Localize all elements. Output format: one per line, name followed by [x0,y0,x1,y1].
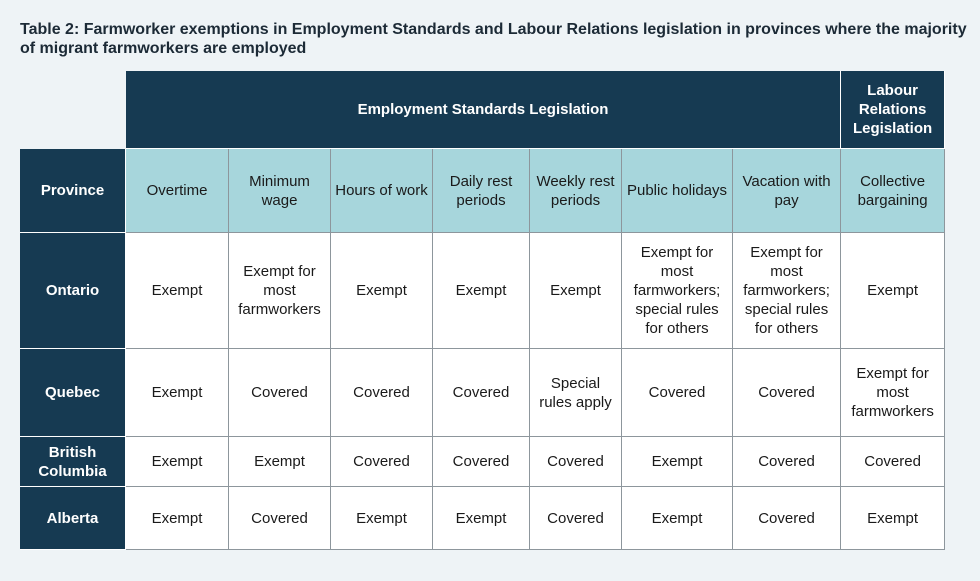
table-cell: Covered [229,349,331,437]
group-header-employment-standards: Employment Standards Legislation [126,71,841,149]
table-cell: Special rules apply [530,349,622,437]
table-row [20,437,945,487]
table-cell: Exempt for most farmworkers; special rules for others [622,233,733,349]
table-cell: Covered [229,487,331,550]
table-cell: Exempt for most farmworkers [841,349,945,437]
table-cell: Exempt [229,437,331,487]
column-header-public-holidays: Public holidays [622,149,733,233]
table-cell: Exempt [331,487,433,550]
table-cell: Exempt [530,233,622,349]
table-cell: Covered [733,487,841,550]
column-header-collective-bargaining: Collective bargaining [841,149,945,233]
province-name: British Columbia [20,437,126,487]
table-cell: Covered [733,437,841,487]
province-name: Quebec [20,349,126,437]
corner-blank [20,71,126,149]
column-header-province: Province [20,149,126,233]
exemptions-table [20,71,945,550]
table-cell: Exempt [126,233,229,349]
province-name: Ontario [20,233,126,349]
table-cell: Covered [841,437,945,487]
table-cell: Covered [433,437,530,487]
table-cell: Covered [622,349,733,437]
column-header-daily-rest: Daily rest periods [433,149,530,233]
table-cell: Exempt for most farmworkers [229,233,331,349]
province-name: Alberta [20,487,126,550]
table-cell: Exempt [126,349,229,437]
table-cell: Covered [530,487,622,550]
table-cell: Covered [433,349,530,437]
table-row [20,349,945,437]
column-header-weekly-rest: Weekly rest periods [530,149,622,233]
table-cell: Covered [331,349,433,437]
table-cell: Exempt [433,487,530,550]
table-cell: Exempt [622,437,733,487]
column-header-hours-of-work: Hours of work [331,149,433,233]
table-cell: Covered [733,349,841,437]
table-cell: Covered [331,437,433,487]
table-row [20,233,945,349]
table-cell: Exempt [841,487,945,550]
table-row [20,487,945,550]
table-cell: Exempt for most farmworkers; special rules for others [733,233,841,349]
table-cell: Exempt [126,487,229,550]
column-header-vacation-with-pay: Vacation with pay [733,149,841,233]
table-cell: Exempt [433,233,530,349]
table-title: Table 2: Farmworker exemptions in Employment Standards and Labour Relations legislation in provinces where the majority of migrant farmworkers are employed [20,21,967,57]
group-header-labour-relations: Labour Relations Legislation [841,71,945,149]
table-cell: Covered [530,437,622,487]
table-cell: Exempt [622,487,733,550]
table-cell: Exempt [841,233,945,349]
table-cell: Exempt [331,233,433,349]
column-header-minimum-wage: Minimum wage [229,149,331,233]
table-cell: Exempt [126,437,229,487]
column-header-overtime: Overtime [126,149,229,233]
